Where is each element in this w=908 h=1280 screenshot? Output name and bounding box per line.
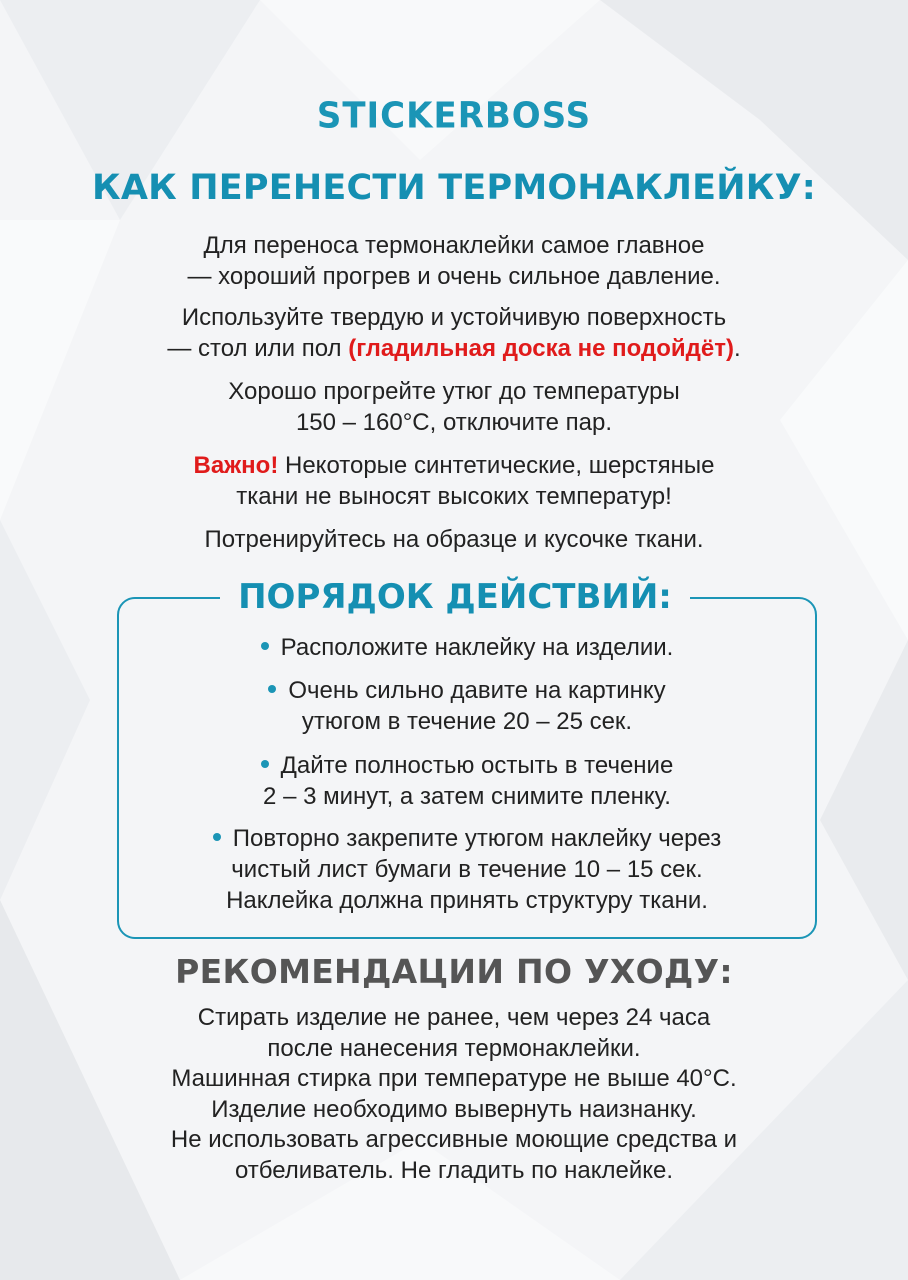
- bullet-icon: [261, 760, 269, 768]
- intro-paragraph-1: Для переноса термонаклейки самое главное — хороший прогрев и очень сильное давление.: [187, 232, 721, 290]
- step-item-4: Повторно закрепите утюгом наклейку через чистый лист бумаги в течение 10 – 15 сек. Наклейка должна принять структуру ткани.: [120, 823, 814, 916]
- step-item-3: Дайте полностью остыть в течение 2 – 3 минут, а затем снимите пленку.: [120, 750, 814, 812]
- ironing-board-warning: (гладильная доска не подойдёт): [348, 335, 734, 362]
- step-item-2: Очень сильно давите на картинку утюгом в течение 20 – 25 сек.: [120, 675, 814, 737]
- steps-title: ПОРЯДОК ДЕЙСТВИЙ:: [220, 574, 690, 620]
- important-label: Важно!: [193, 452, 279, 479]
- care-title: РЕКОМЕНДАЦИИ ПО УХОДУ:: [175, 952, 733, 991]
- step-item-1: Расположите наклейку на изделии.: [120, 632, 814, 663]
- intro-paragraph-2: Используйте твердую и устойчивую поверхность — стол или пол (гладильная доска не подойдёт).: [167, 304, 741, 362]
- bullet-icon: [213, 833, 221, 841]
- intro-paragraph-4: Важно! Некоторые синтетические, шерстяные ткани не выносят высоких температур!: [193, 452, 715, 510]
- intro-paragraph-3: Хорошо прогрейте утюг до температуры 150 – 160°C, отключите пар.: [228, 378, 680, 436]
- bullet-icon: [268, 685, 276, 693]
- bullet-icon: [261, 642, 269, 650]
- page-title: КАК ПЕРЕНЕСТИ ТЕРМОНАКЛЕЙКУ:: [92, 168, 816, 208]
- intro-paragraph-5: Потренируйтесь на образце и кусочке ткани.: [204, 526, 704, 553]
- brand-logo: STICKERBOSS: [316, 95, 592, 137]
- care-text: Стирать изделие не ранее, чем через 24 часа после нанесения термонаклейки. Машинная стирка при температуре не выше 40°C. Изделие необходимо вывернуть наизнанку. Не использовать агрессивные моющие средства и отбеливатель. Не гладить по наклейке.: [170, 1004, 738, 1184]
